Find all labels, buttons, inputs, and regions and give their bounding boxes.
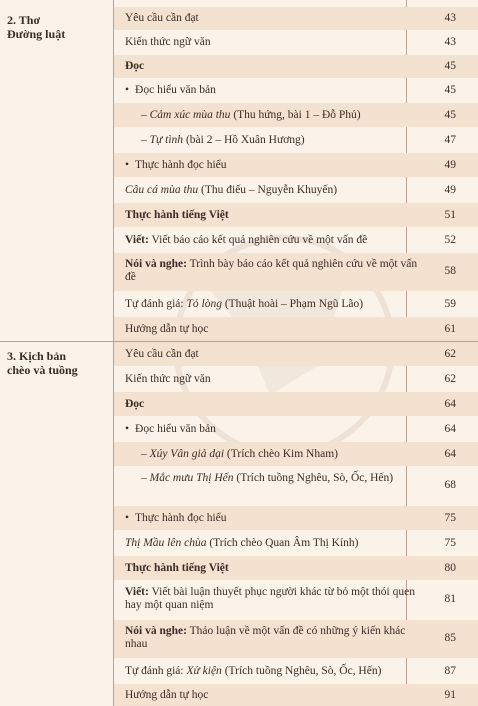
toc-entry-page: 43 (444, 12, 456, 24)
section-label-line1: 2. Thơ (7, 13, 41, 27)
toc-entry-title: Kiến thức ngữ văn (125, 36, 211, 48)
toc-entry-page: 61 (444, 323, 456, 335)
toc-entry-title (125, 472, 418, 485)
toc-row[interactable] (114, 531, 478, 555)
toc-entry-work-title: Mắc mưu Thị Hến (149, 472, 234, 484)
toc-entry-rest: Thảo luận về một vấn đề có những ý kiến khác nhau (125, 625, 406, 650)
toc-entry-title: Yêu cầu cần đạt (125, 348, 199, 360)
toc-entry-dash: – (141, 448, 150, 460)
toc-entry-bold-lead: Nói và nghe: (125, 625, 187, 637)
toc-entry-dash: – (141, 109, 150, 121)
section-3-label (0, 342, 114, 377)
toc-entry-page: 45 (444, 60, 456, 72)
toc-entry-title: • Thực hành đọc hiểu (125, 512, 418, 525)
toc-row[interactable] (114, 467, 478, 505)
toc-entry-title (125, 448, 418, 461)
toc-entry-page: 49 (444, 184, 456, 196)
toc-entry-page: 45 (444, 109, 456, 121)
toc-row[interactable] (114, 659, 478, 683)
toc-entry-work-source: (Thu điếu – Nguyễn Khuyến) (198, 184, 338, 196)
toc-row[interactable] (114, 153, 478, 177)
toc-entry-title: • Đọc hiểu văn bản (125, 84, 418, 97)
toc-entry-bold-lead: Viết: (125, 234, 149, 246)
toc-entry-work-source: (Trích chèo Kim Nham) (224, 448, 338, 460)
toc-row[interactable] (114, 506, 478, 530)
toc-entry-page: 75 (444, 512, 456, 524)
toc-entry-title (125, 665, 418, 678)
toc-entry-title (125, 134, 418, 147)
toc-entry-work-title: Xử kiện (186, 665, 222, 677)
toc-entry-lead: Tự đánh giá: (125, 298, 187, 310)
toc-entry-lead: Tự đánh giá: (125, 665, 187, 677)
section-label-line1: 3. Kịch bản (7, 349, 67, 363)
toc-entry-title (125, 109, 418, 122)
section-label-line2: Đường luật (7, 27, 66, 41)
toc-row[interactable] (114, 203, 478, 227)
toc-entry-title (125, 258, 418, 284)
toc-entry-page: 64 (444, 448, 456, 460)
toc-entry-page: 68 (444, 479, 456, 491)
toc-entry-page: 52 (444, 234, 456, 246)
toc-entry-work-source: (bài 2 – Hồ Xuân Hương) (183, 134, 305, 146)
toc-entry-page: 58 (444, 265, 456, 277)
toc-entry-bold-lead: Nói và nghe: (125, 258, 187, 270)
toc-entry-title: Đọc (125, 60, 145, 72)
toc-row[interactable] (114, 79, 478, 102)
toc-entry-work-source: (Trích tuồng Nghêu, Sò, Ốc, Hến) (221, 665, 382, 677)
toc-row[interactable] (114, 228, 478, 252)
toc-entry-title: Hướng dẫn tự học (125, 689, 209, 701)
toc-row[interactable] (114, 55, 478, 78)
toc-entry-page: 51 (444, 209, 456, 221)
toc-row[interactable] (114, 31, 478, 54)
toc-row[interactable] (114, 442, 478, 466)
toc-entry-rest: Viết báo cáo kết quả nghiên cứu về một vấn đề (148, 234, 368, 246)
toc-entry-title: Hướng dẫn tự học (125, 323, 209, 335)
toc-entry-title (125, 234, 418, 247)
toc-row[interactable] (114, 317, 478, 341)
toc-entry-page: 49 (444, 159, 456, 171)
toc-entry-bold-lead: Viết: (125, 586, 149, 598)
toc-row[interactable] (114, 292, 478, 316)
toc-entry-rest: Trình bày báo cáo kết quả nghiên cứu về một vấn đề (125, 258, 418, 283)
toc-entry-page: 87 (444, 665, 456, 677)
toc-entry-page: 75 (444, 537, 456, 549)
toc-entry-work-title: Xúy Vân giả dại (149, 448, 225, 460)
toc-row[interactable] (114, 253, 478, 291)
section-2-label (0, 6, 114, 41)
toc-entry-title: • Thực hành đọc hiểu (125, 159, 418, 172)
toc-entry-rest: Viết bài luận thuyết phục người khác từ bỏ một thói quen hay một quan niệm (125, 586, 415, 611)
toc-entry-title: Kiến thức ngữ văn (125, 373, 211, 385)
toc-entry-work-source: (Thuật hoài – Phạm Ngũ Lão) (221, 298, 364, 310)
toc-entry-page: 64 (444, 398, 456, 410)
toc-entry-page: 43 (444, 36, 456, 48)
toc-entry-page: 81 (444, 593, 456, 605)
toc-entry-page: 91 (444, 689, 456, 701)
toc-row[interactable] (114, 367, 478, 391)
toc-entry-title: • Đọc hiểu văn bản (125, 423, 418, 436)
toc-entry-work-title: Tỏ lòng (186, 298, 222, 310)
toc-entry-title: Đọc (125, 398, 145, 410)
toc-entry-page: 47 (444, 134, 456, 146)
toc-entry-dash: – (141, 472, 150, 484)
toc-entry-page: 59 (444, 298, 456, 310)
toc-entry-page: 62 (444, 373, 456, 385)
toc-row[interactable] (114, 178, 478, 202)
toc-entry-dash: – (141, 134, 150, 146)
toc-entry-title: Thực hành tiếng Việt (125, 562, 229, 574)
toc-entry-title (125, 625, 418, 651)
section-label-line2: chèo và tuồng (7, 363, 78, 377)
toc-entry-work-source: (Trích chèo Quan Âm Thị Kính) (206, 537, 359, 549)
toc-entry-work-source: (Thu hứng, bài 1 – Đỗ Phủ) (230, 109, 361, 121)
toc-entry-title (125, 184, 418, 197)
toc-entry-page: 85 (444, 632, 456, 644)
toc-entry-work-title: Câu cá mùa thu (125, 184, 199, 196)
toc-entry-page: 45 (444, 84, 456, 96)
toc-entry-page: 80 (444, 562, 456, 574)
toc-entry-work-title: Thị Mầu lên chùa (125, 537, 207, 549)
toc-row[interactable] (114, 684, 478, 706)
toc-entry-title (125, 298, 418, 311)
toc-entry-title: Thực hành tiếng Việt (125, 209, 229, 221)
toc-entry-work-source: (Trích tuồng Nghêu, Sò, Ốc, Hến) (233, 472, 394, 484)
toc-row[interactable] (114, 342, 478, 366)
toc-entry-page: 62 (444, 348, 456, 360)
toc-row[interactable] (114, 392, 478, 416)
toc-row[interactable] (114, 103, 478, 127)
toc-row[interactable] (114, 581, 478, 619)
toc-row[interactable] (114, 620, 478, 658)
toc-row[interactable] (114, 128, 478, 152)
toc-entry-title (125, 537, 418, 550)
toc-entry-work-title: Tự tình (149, 134, 184, 146)
toc-row[interactable] (114, 417, 478, 441)
toc-row[interactable] (114, 7, 478, 30)
toc-entry-work-title: Cảm xúc mùa thu (149, 109, 231, 121)
toc-entry-title (125, 586, 418, 612)
toc-row[interactable] (114, 556, 478, 580)
toc-entry-title: Yêu cầu cần đạt (125, 12, 199, 24)
toc-entry-page: 64 (444, 423, 456, 435)
